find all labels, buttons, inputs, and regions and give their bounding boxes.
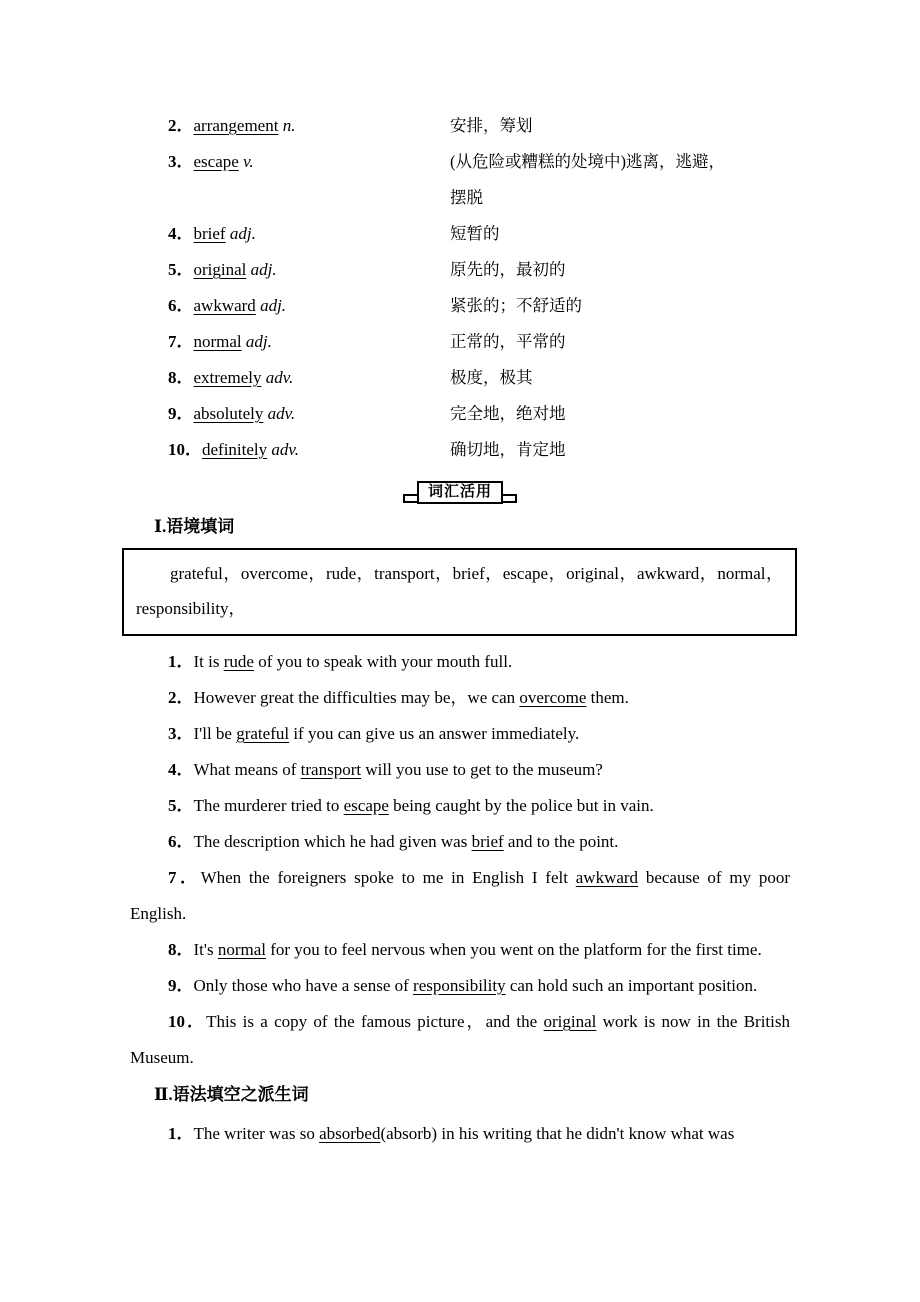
sentence-item <box>130 1004 790 1076</box>
word-list-row <box>130 288 790 324</box>
word-list-row <box>130 396 790 432</box>
sentence-text: What means of <box>193 760 301 779</box>
sentence-item <box>130 968 790 1004</box>
sentence-text: This is a copy of the famous picture，and the <box>206 1012 544 1031</box>
sentence-item <box>130 932 790 968</box>
word-list-row <box>130 432 790 468</box>
word-number: 2． <box>168 116 194 135</box>
word-bank-box: grateful，overcome，rude，transport，brief，escape，original，awkward，normal，responsibility， <box>122 548 797 636</box>
answer-word: overcome <box>519 688 587 707</box>
word-meaning: 紧张的；不舒适的 <box>450 296 582 315</box>
part-of-speech: adv. <box>265 368 294 387</box>
sentence-item <box>130 716 790 752</box>
word-number: 8． <box>168 368 194 387</box>
word: brief <box>193 224 226 243</box>
section1-sentences <box>130 644 790 1076</box>
answer-word: brief <box>471 832 504 851</box>
sentence-number: 1． <box>168 652 194 671</box>
word: extremely <box>193 368 262 387</box>
word-list-row <box>130 324 790 360</box>
sentence-item <box>130 788 790 824</box>
answer-word: rude <box>223 652 254 671</box>
sentence-text: The murderer tried to <box>193 796 344 815</box>
word-list-row <box>130 252 790 288</box>
word: arrangement <box>193 116 279 135</box>
word: awkward <box>193 296 256 315</box>
sentence-number: 7． <box>168 868 201 887</box>
banner-decoration-right <box>501 494 517 503</box>
sentence-number: 6． <box>168 832 194 851</box>
sentence-item <box>130 824 790 860</box>
part-of-speech: adv. <box>271 440 299 459</box>
word-meaning: 完全地，绝对地 <box>450 404 566 423</box>
word-number: 9． <box>168 404 194 423</box>
sentence-item <box>130 860 790 932</box>
sentence-number: 4． <box>168 760 194 779</box>
part-of-speech: adj. <box>250 260 277 279</box>
sentence-item <box>130 752 790 788</box>
sentence-number: 8． <box>168 940 194 959</box>
sentence-text: It is <box>193 652 224 671</box>
part-of-speech: adj. <box>260 296 287 315</box>
word-list-row <box>130 360 790 396</box>
sentence-text: will you use to get to the museum? <box>361 760 603 779</box>
word-list-row <box>130 144 790 216</box>
word-list-row <box>130 108 790 144</box>
sentence-text: of you to speak with your mouth full. <box>253 652 513 671</box>
answer-word: grateful <box>236 724 290 743</box>
word-number: 4． <box>168 224 194 243</box>
word-number: 10． <box>168 440 202 459</box>
word-meaning: 正常的，平常的 <box>450 332 566 351</box>
sentence-text: can hold such an important position. <box>505 976 758 995</box>
sentence-number: 2． <box>168 688 194 707</box>
answer-word: original <box>543 1012 597 1031</box>
part-of-speech: v. <box>243 152 254 171</box>
sentence-text: The writer was so <box>193 1124 320 1143</box>
part-of-speech: adj. <box>245 332 272 351</box>
word-meaning: 安排，筹划 <box>450 116 533 135</box>
sentence-item <box>130 1116 790 1152</box>
sentence-item <box>130 644 790 680</box>
section1-heading: Ⅰ.语境填词 <box>154 517 235 536</box>
word: normal <box>193 332 242 351</box>
word: original <box>193 260 247 279</box>
sentence-text: Only those who have a sense of <box>193 976 414 995</box>
answer-word: awkward <box>575 868 639 887</box>
word-number: 5． <box>168 260 194 279</box>
word-number: 3． <box>168 152 194 171</box>
sentence-number: 5． <box>168 796 194 815</box>
sentence-number: 1． <box>168 1124 194 1143</box>
answer-word: normal <box>217 940 266 959</box>
sentence-number: 9． <box>168 976 194 995</box>
banner-title: 词汇活用 <box>417 481 503 504</box>
word-list-row <box>130 216 790 252</box>
sentence-text: It's <box>193 940 218 959</box>
sentence-text: for you to feel nervous when you went on the platform for the first time. <box>265 940 762 959</box>
word-meaning: 确切地，肯定地 <box>450 440 566 459</box>
sentence-text: and to the point. <box>503 832 619 851</box>
sentence-text: However great the difficulties may be，we can <box>193 688 520 707</box>
sentence-text: (absorb) in his writing that he didn't know what was <box>380 1124 735 1143</box>
sentence-number: 10． <box>168 1012 207 1031</box>
sentence-text: When the foreigners spoke to me in English I felt <box>200 868 576 887</box>
word-meaning: 极度，极其 <box>450 368 533 387</box>
sentence-text: them. <box>586 688 629 707</box>
word-meaning: 短暂的 <box>450 224 500 243</box>
word: definitely <box>202 440 268 459</box>
part-of-speech: adv. <box>267 404 296 423</box>
sentence-text: being caught by the police but in vain. <box>388 796 654 815</box>
section-banner <box>130 478 790 504</box>
answer-word: responsibility <box>413 976 506 995</box>
word-number: 7． <box>168 332 194 351</box>
sentence-item <box>130 680 790 716</box>
vocabulary-list <box>130 108 790 468</box>
sentence-text: I'll be <box>193 724 237 743</box>
sentence-text: work is now in the British Museum. <box>130 1012 790 1067</box>
word: absolutely <box>193 404 264 423</box>
word-meaning: (从危险或糟糕的处境中)逃离，逃避，摆脱 <box>450 152 725 207</box>
answer-word: escape <box>343 796 389 815</box>
answer-word: transport <box>300 760 362 779</box>
section2-sentences <box>130 1116 790 1152</box>
part-of-speech: n. <box>282 116 296 135</box>
sentence-text: because of my poor English. <box>130 868 791 923</box>
sentence-text: The description which he had given was <box>193 832 472 851</box>
word-meaning: 原先的，最初的 <box>450 260 566 279</box>
part-of-speech: adj. <box>229 224 256 243</box>
word: escape <box>193 152 239 171</box>
sentence-text: if you can give us an answer immediately. <box>289 724 580 743</box>
answer-word: absorbed <box>319 1124 381 1143</box>
word-number: 6． <box>168 296 194 315</box>
section2-heading: Ⅱ.语法填空之派生词 <box>154 1085 309 1104</box>
sentence-number: 3． <box>168 724 194 743</box>
